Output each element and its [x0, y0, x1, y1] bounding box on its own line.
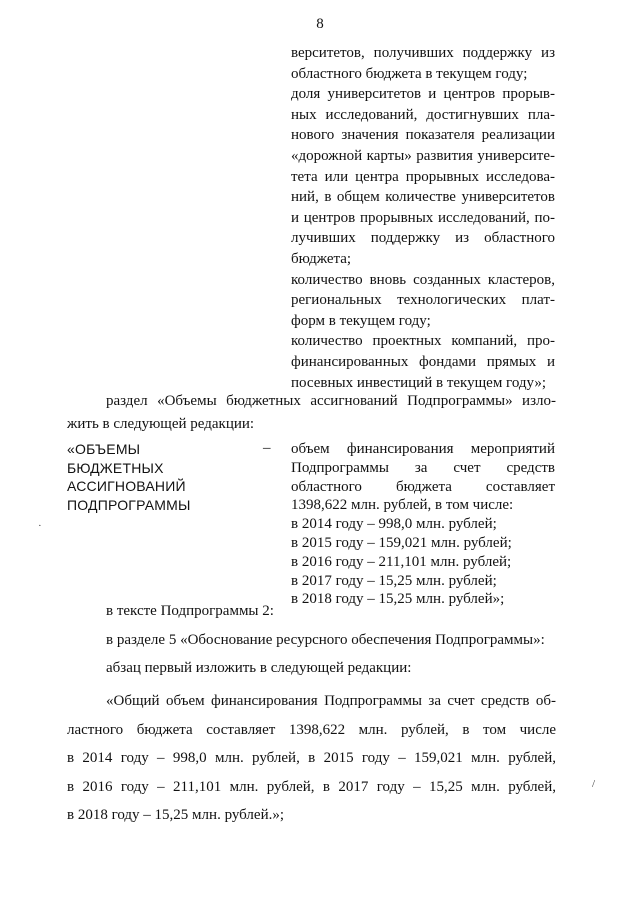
text-line: в 2018 году – 15,25 млн. рублей»;: [291, 591, 505, 608]
text-line: нового значения показателя реализации: [291, 127, 555, 144]
text-line: бюджета;: [291, 250, 352, 267]
text-line: региональных технологических плат-: [291, 292, 555, 309]
section-intro-line: раздел «Объемы бюджетных ассигнований Подпрограммы» изло-: [106, 393, 556, 409]
text-line: верситетов, получивших поддержку из: [291, 45, 555, 61]
quoted-paragraph: [67, 687, 556, 830]
scan-mark: ·: [38, 520, 42, 532]
heading-line: БЮДЖЕТНЫХ: [67, 459, 164, 476]
heading-line: «ОБЪЕМЫ: [67, 441, 141, 457]
heading-line: АССИГНОВАНИЙ: [67, 478, 186, 495]
text-line: тета или центра прорывных исследова-: [291, 168, 555, 185]
text-line: в 2014 году – 998,0 млн. рублей, в 2015 году – 159,021 млн. рублей,: [67, 750, 556, 766]
text-line: в 2017 году – 15,25 млн. рублей;: [291, 572, 497, 589]
volumes-heading: [67, 440, 217, 514]
text-line: в 2018 году – 15,25 млн. рублей.»;: [67, 807, 285, 823]
text-line: 1398,622 млн. рублей, в том числе:: [291, 497, 514, 514]
section-intro-line: жить в следующей редакции:: [67, 416, 255, 432]
text-line: и центров прорывных исследований, по-: [291, 209, 555, 226]
text-line: объем финансирования мероприятий: [291, 441, 555, 457]
text-line: областного бюджета в текущем году;: [291, 65, 528, 82]
text-line: посевных инвестиций в текущем году»;: [291, 374, 547, 391]
text-line: форм в текущем году;: [291, 312, 431, 329]
text-line: количество проектных компаний, про-: [291, 333, 555, 350]
text-line: ластного бюджета составляет 1398,622 млн. рублей, в том числе: [67, 721, 556, 738]
text-line: в 2015 году – 159,021 млн. рублей;: [291, 534, 512, 551]
text-line: лучивших поддержку из областного: [291, 230, 555, 247]
text-line: количество вновь созданных кластеров,: [291, 271, 555, 288]
volumes-content: [291, 440, 555, 609]
subprogram2-line: в разделе 5 «Обоснование ресурсного обеспечения Подпрограммы»:: [106, 632, 545, 648]
text-line: в 2014 году – 998,0 млн. рублей;: [291, 516, 497, 533]
text-line: ний, в общем количестве университетов: [291, 189, 555, 206]
indicators-list: [291, 43, 555, 393]
text-line: «Общий объем финансирования Подпрограммы за счет средств об-: [106, 693, 556, 709]
dash-separator: –: [263, 440, 271, 456]
subprogram2-line: в тексте Подпрограммы 2:: [106, 603, 274, 619]
text-line: ных исследований, достигнувших пла-: [291, 106, 555, 123]
page-number: 8: [316, 16, 324, 32]
text-line: доля университетов и центров прорыв-: [291, 86, 555, 103]
text-line: в 2016 году – 211,101 млн. рублей, в 2017 году – 15,25 млн. рублей,: [67, 778, 556, 795]
subprogram2-line: абзац первый изложить в следующей редакции:: [106, 660, 412, 676]
text-line: Подпрограммы за счет средств: [291, 459, 555, 476]
text-line: в 2016 году – 211,101 млн. рублей;: [291, 553, 512, 570]
text-line: областного бюджета составляет: [291, 478, 555, 495]
text-line: финансированных фондами прямых и: [291, 353, 555, 370]
text-line: «дорожной карты» развития университе-: [291, 147, 555, 164]
heading-line: ПОДПРОГРАММЫ: [67, 496, 191, 513]
scan-mark: /: [592, 778, 596, 790]
